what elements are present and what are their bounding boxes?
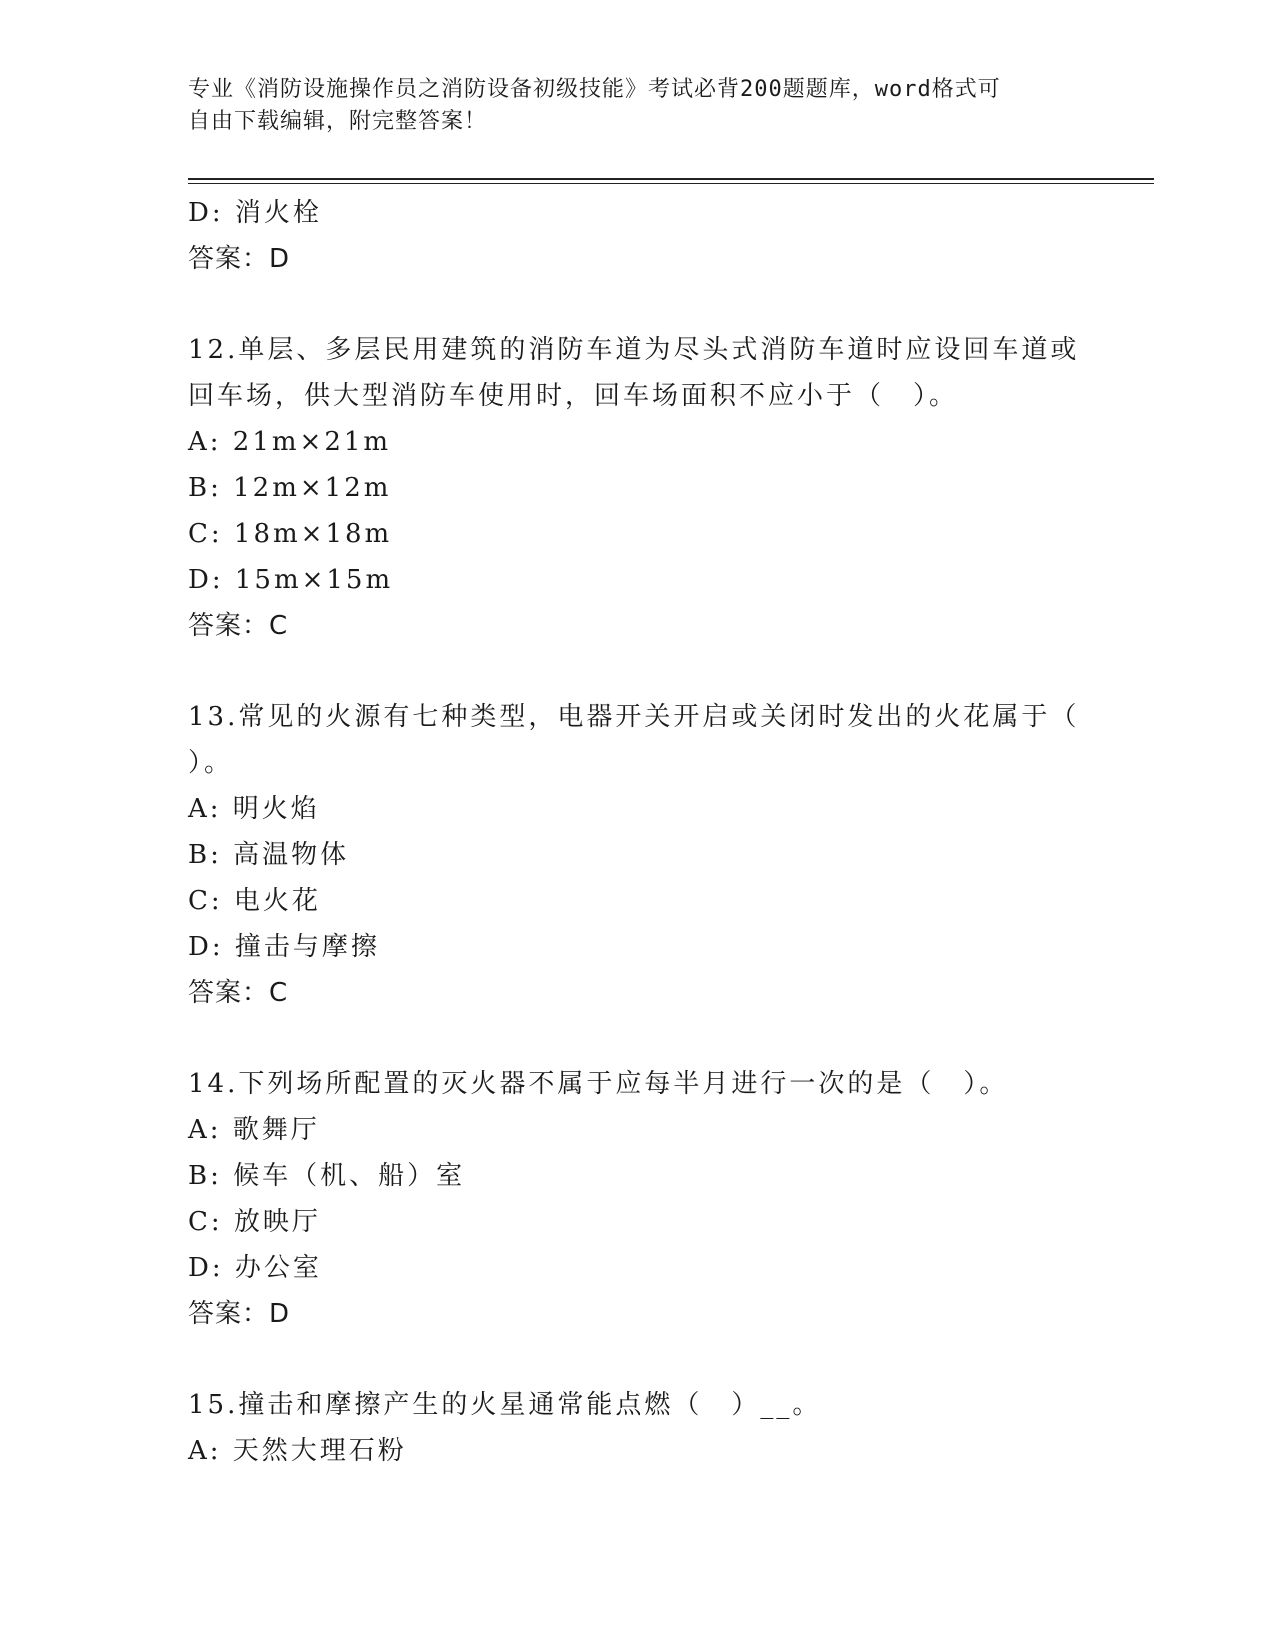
question-stem (188, 1061, 1088, 1107)
question-stem-line-1: 12.单层、多层民用建筑的消防车道为尽头式消防车道时应设回车道或 (188, 335, 1080, 365)
question-stem-line-2: 回车场，供大型消防车使用时，回车场面积不应小于（ ）。 (188, 381, 959, 411)
header-divider-thick (188, 178, 1154, 180)
question-13 (188, 694, 1088, 1016)
answer-line: 答案：D (188, 1299, 291, 1329)
question-12 (188, 327, 1088, 649)
question-stem (188, 694, 1088, 786)
answer-line: 答案：D (188, 244, 291, 274)
question-stem-line-1: 14.下列场所配置的灭火器不属于应每半月进行一次的是（ ）。 (188, 1069, 1009, 1099)
question-15 (188, 1382, 1088, 1474)
option-d: D: 15m×15m (188, 565, 394, 595)
document-header (188, 74, 1088, 138)
previous-question-tail (188, 190, 1088, 282)
question-stem (188, 1382, 1088, 1428)
header-divider-thin (188, 183, 1154, 184)
question-stem (188, 327, 1088, 419)
header-line-1: 专业《消防设施操作员之消防设备初级技能》考试必背200题题库，word格式可 (188, 77, 1001, 102)
option-b: B: 12m×12m (188, 473, 392, 503)
question-stem-line-1: 15.撞击和摩擦产生的火星通常能点燃（ ）__。 (188, 1390, 822, 1420)
option-c: C: 放映厅 (188, 1207, 321, 1237)
question-14 (188, 1061, 1088, 1337)
option-c: C: 18m×18m (188, 519, 393, 549)
option-c: C: 电火花 (188, 886, 321, 916)
option-b: B: 高温物体 (188, 840, 350, 870)
option-a: A: 歌舞厅 (188, 1115, 320, 1145)
option-b: B: 候车（机、船）室 (188, 1161, 466, 1191)
option-d: D: 办公室 (188, 1253, 322, 1283)
question-list (188, 190, 1088, 1474)
option-a: A: 21m×21m (188, 427, 392, 457)
option-d: D: 撞击与摩擦 (188, 932, 380, 962)
header-line-2: 自由下载编辑，附完整答案！ (188, 109, 488, 134)
answer-line: 答案：C (188, 978, 289, 1008)
option-a: A: 天然大理石粉 (188, 1436, 407, 1466)
question-stem-line-1: 13.常见的火源有七种类型，电器开关开启或关闭时发出的火花属于（ (188, 702, 1080, 732)
answer-line: 答案：C (188, 611, 289, 641)
option-d: D: 消火栓 (188, 198, 322, 228)
question-stem-line-2: ）。 (188, 748, 234, 778)
option-a: A: 明火焰 (188, 794, 320, 824)
